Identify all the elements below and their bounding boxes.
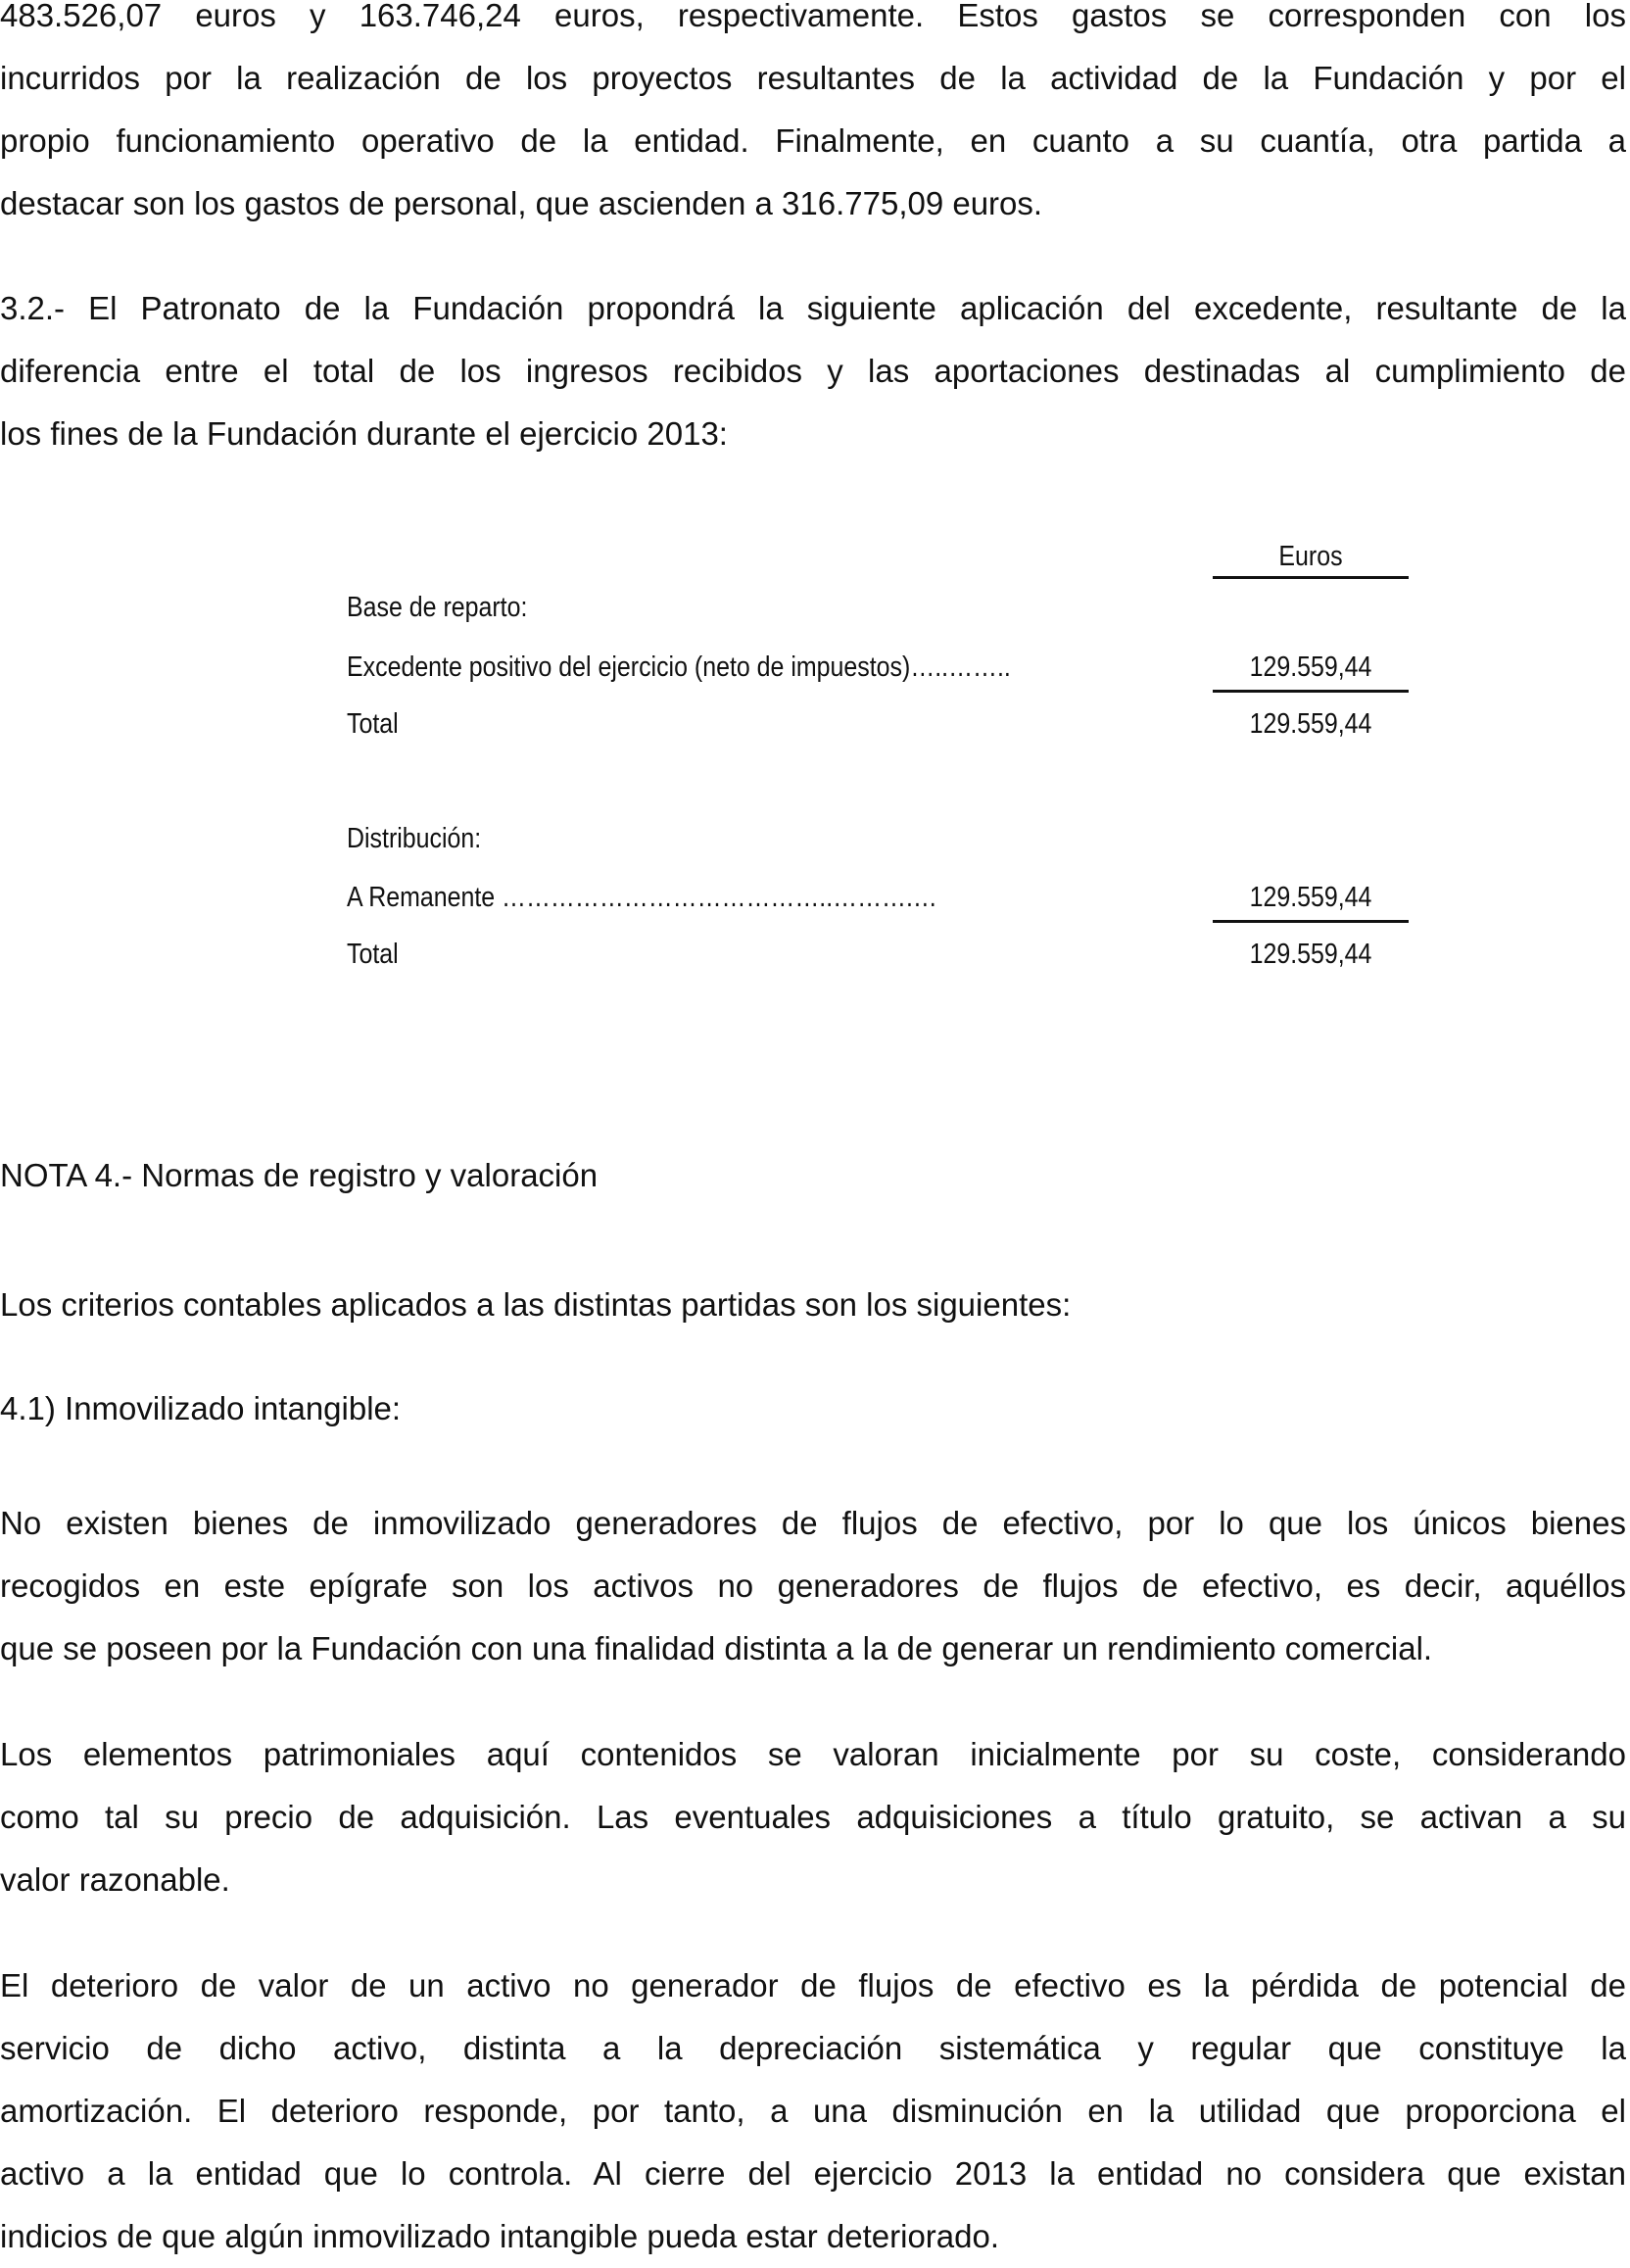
- distribution-row-label: A Remanente …………………………………..……….…: [347, 882, 937, 913]
- base-total-label: Total: [347, 708, 399, 740]
- distribution-title: Distribución:: [347, 823, 482, 854]
- distribution-row-value: 129.559,44: [1249, 882, 1372, 913]
- base-row-label: Excedente positivo del ejercicio (neto de impuestos)…..……..: [347, 651, 1011, 683]
- paragraph-line: como tal su precio de adquisición. Las eventuales adquisiciones a título gratuito, se activan a su: [0, 1799, 1626, 1835]
- paragraph-line: propio funcionamiento operativo de la entidad. Finalmente, en cuanto a su cuantía, otra partida a: [0, 122, 1626, 159]
- paragraph-line: indicios de que algún inmovilizado intangible pueda estar deteriorado.: [0, 2218, 1000, 2254]
- paragraph-line: recogidos en este epígrafe son los activos no generadores de flujos de efectivo, es decir, aquéllos: [0, 1568, 1626, 1604]
- paragraph-line: incurridos por la realización de los proyectos resultantes de la actividad de la Fundación y por el: [0, 60, 1626, 96]
- base-total-value: 129.559,44: [1249, 708, 1372, 740]
- paragraph-line: El deterioro de valor de un activo no generador de flujos de efectivo es la pérdida de potencial de: [0, 1967, 1626, 2003]
- paragraph-line: No existen bienes de inmovilizado generadores de flujos de efectivo, por lo que los únicos bienes: [0, 1505, 1626, 1541]
- base-title: Base de reparto:: [347, 592, 528, 623]
- paragraph-line: que se poseen por la Fundación con una finalidad distinta a la de generar un rendimiento comercial.: [0, 1630, 1433, 1666]
- base-row-underline: [1213, 690, 1409, 693]
- paragraph-line: Los elementos patrimoniales aquí contenidos se valoran inicialmente por su coste, considerando: [0, 1736, 1626, 1772]
- distribution-total-value: 129.559,44: [1249, 939, 1372, 970]
- paragraph-line: 3.2.- El Patronato de la Fundación propondrá la siguiente aplicación del excedente, resultante de la: [0, 290, 1626, 326]
- nota4-heading: NOTA 4.- Normas de registro y valoración: [0, 1157, 599, 1193]
- criteria-intro: Los criterios contables aplicados a las distintas partidas son los siguientes:: [0, 1286, 1072, 1323]
- paragraph-intangible-assets: [0, 1492, 1626, 1680]
- section-4-1-heading: 4.1) Inmovilizado intangible:: [0, 1390, 402, 1426]
- paragraph-line: activo a la entidad que lo controla. Al cierre del ejercicio 2013 la entidad no considera que existan: [0, 2155, 1626, 2192]
- paragraph-impairment: [0, 1954, 1626, 2268]
- paragraph-line: diferencia entre el total de los ingresos recibidos y las aportaciones destinadas al cumplimiento de: [0, 353, 1626, 389]
- paragraph-valuation: [0, 1723, 1626, 1911]
- header-underline: [1213, 576, 1409, 579]
- paragraph-line: 483.526,07 euros y 163.746,24 euros, respectivamente. Estos gastos se corresponden con los: [0, 0, 1626, 33]
- surplus-distribution-table: [0, 0, 1630, 980]
- paragraph-line: amortización. El deterioro responde, por tanto, a una disminución en la utilidad que proporciona el: [0, 2093, 1626, 2129]
- paragraph-line: valor razonable.: [0, 1861, 230, 1898]
- paragraph-line: destacar son los gastos de personal, que ascienden a 316.775,09 euros.: [0, 185, 1043, 221]
- paragraph-line: los fines de la Fundación durante el ejercicio 2013:: [0, 415, 728, 452]
- distribution-total-label: Total: [347, 939, 399, 970]
- paragraph-line: servicio de dicho activo, distinta a la depreciación sistemática y regular que constituye la: [0, 2030, 1626, 2066]
- base-row-value: 129.559,44: [1249, 651, 1372, 683]
- currency-header: Euros: [1278, 541, 1343, 572]
- distribution-row-underline: [1213, 920, 1409, 923]
